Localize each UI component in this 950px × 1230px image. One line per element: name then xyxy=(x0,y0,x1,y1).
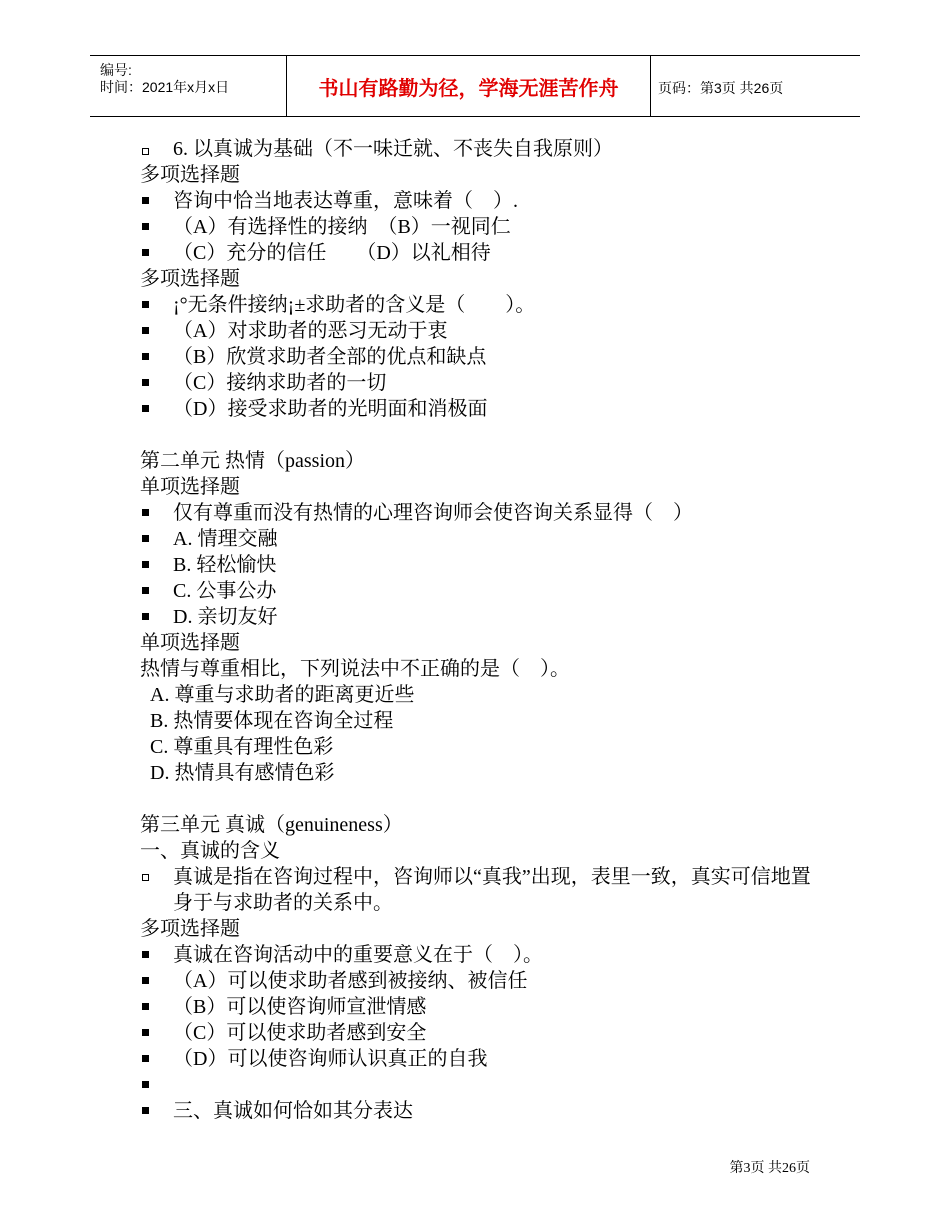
square-bullet-icon xyxy=(142,1029,149,1036)
square-bullet-icon xyxy=(142,1003,149,1010)
list-item: （C）可以使求助者感到安全 xyxy=(140,1020,830,1046)
square-bullet-icon xyxy=(142,249,149,256)
list-item: 三、真诚如何恰如其分表达 xyxy=(140,1098,830,1124)
list-item: 仅有尊重而没有热情的心理咨询师会使咨询关系显得（ ） xyxy=(140,500,830,526)
unit-heading: 第二单元 热情（passion） xyxy=(140,450,365,472)
square-bullet-icon xyxy=(142,223,149,230)
header-page-info: 页码：第3页 共26页 xyxy=(658,80,784,96)
header-motto: 书山有路勤为径，学海无涯苦作舟 xyxy=(287,56,651,116)
list-item: （B）欣赏求助者全部的优点和缺点 xyxy=(140,344,830,370)
square-bullet-icon xyxy=(142,1107,149,1114)
header-meta xyxy=(90,56,287,116)
square-bullet-icon xyxy=(142,587,149,594)
list-item: （A）可以使求助者感到被接纳、被信任 xyxy=(140,968,830,994)
list-item: （C）接纳求助者的一切 xyxy=(140,370,830,396)
square-bullet-icon xyxy=(142,535,149,542)
page-header xyxy=(90,55,860,117)
square-bullet-icon xyxy=(142,301,149,308)
list-item: （C）充分的信任 （D）以礼相待 xyxy=(140,240,830,266)
list-item: 咨询中恰当地表达尊重，意味着（ ）. xyxy=(140,188,830,214)
square-bullet-icon xyxy=(142,197,149,204)
section-label: 单项选择题 xyxy=(140,476,240,498)
list-item: D. 亲切友好 xyxy=(140,604,830,630)
page-footer: 第3页 共26页 xyxy=(729,1161,810,1176)
square-bullet-icon xyxy=(142,1055,149,1062)
square-bullet-icon xyxy=(142,951,149,958)
time-label: 时间：2021年x月x日 xyxy=(100,79,230,95)
blank-line xyxy=(140,422,830,448)
blank-line xyxy=(140,786,830,812)
section-label: 多项选择题 xyxy=(140,918,240,940)
unit-heading: 第三单元 真诚（genuineness） xyxy=(140,814,403,836)
subsection-heading: 一、真诚的含义 xyxy=(140,840,280,862)
option-text: A. 尊重与求助者的距离更近些 xyxy=(150,684,415,706)
hollow-square-bullet-icon xyxy=(142,874,149,881)
list-item: （D）可以使咨询师认识真正的自我 xyxy=(140,1046,830,1072)
list-item: （A）对求助者的恶习无动于衷 xyxy=(140,318,830,344)
list-item: B. 轻松愉快 xyxy=(140,552,830,578)
square-bullet-icon xyxy=(142,327,149,334)
section-label: 多项选择题 xyxy=(140,164,240,186)
square-bullet-icon xyxy=(142,977,149,984)
section-label: 单项选择题 xyxy=(140,632,240,654)
square-bullet-icon xyxy=(142,509,149,516)
square-bullet-icon xyxy=(142,379,149,386)
option-text: D. 热情具有感情色彩 xyxy=(150,762,335,784)
list-item: C. 公事公办 xyxy=(140,578,830,604)
section-label: 多项选择题 xyxy=(140,268,240,290)
list-item: A. 情理交融 xyxy=(140,526,830,552)
list-item: （D）接受求助者的光明面和消极面 xyxy=(140,396,830,422)
question-text: 热情与尊重相比，下列说法中不正确的是（ ）。 xyxy=(140,658,570,680)
list-item: 6. 以真诚为基础（不一味迁就、不丧失自我原则） xyxy=(140,136,830,162)
list-item: 真诚在咨询活动中的重要意义在于（ ）。 xyxy=(140,942,830,968)
list-item: （A）有选择性的接纳 （B）一视同仁 xyxy=(140,214,830,240)
list-item: ¡°无条件接纳¡±求助者的含义是（ ）。 xyxy=(140,292,830,318)
option-text: B. 热情要体现在咨询全过程 xyxy=(150,710,394,732)
document-body xyxy=(140,136,830,1124)
paragraph: 真诚是指在咨询过程中，咨询师以“真我”出现，表里一致，真实可信地置身于与求助者的关系中。 xyxy=(140,864,830,916)
option-text: C. 尊重具有理性色彩 xyxy=(150,736,334,758)
square-bullet-icon xyxy=(142,561,149,568)
list-item xyxy=(140,1072,830,1098)
number-label: 编号: xyxy=(100,62,132,78)
square-bullet-icon xyxy=(142,353,149,360)
hollow-square-bullet-icon xyxy=(142,148,149,155)
square-bullet-icon xyxy=(142,405,149,412)
list-item: （B）可以使咨询师宣泄情感 xyxy=(140,994,830,1020)
square-bullet-icon xyxy=(142,613,149,620)
square-bullet-icon xyxy=(142,1081,149,1088)
